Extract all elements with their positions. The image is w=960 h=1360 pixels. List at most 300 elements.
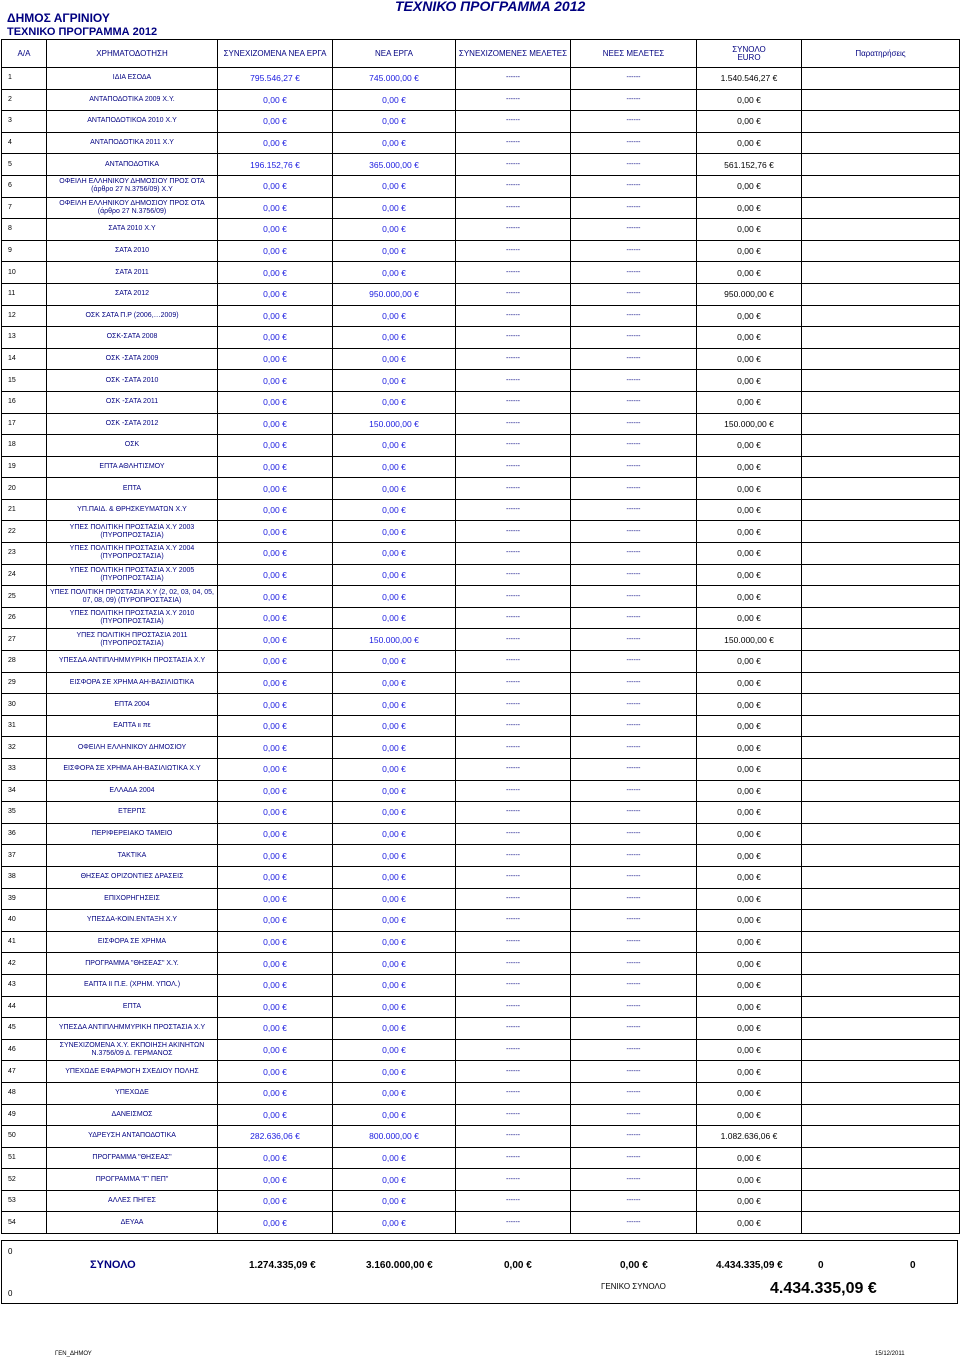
row-funding: ΥΠΕΣ ΠΟΛΙΤΙΚΗ ΠΡΟΣΤΑΣΙΑ 2011 (ΠΥΡΟΠΡΟΣΤΑΣΙΑ) xyxy=(47,629,218,651)
row-new-works: 0,00 € xyxy=(333,456,456,478)
row-cont-works: 0,00 € xyxy=(218,996,333,1018)
row-new-works: 0,00 € xyxy=(333,802,456,824)
row-remarks xyxy=(802,629,960,651)
row-new-works: 800.000,00 € xyxy=(333,1126,456,1148)
row-new-studies: ------ xyxy=(571,478,697,500)
row-new-studies: ------ xyxy=(571,1212,697,1234)
row-total: 0,00 € xyxy=(697,175,802,197)
row-total: 0,00 € xyxy=(697,888,802,910)
row-cont-works: 795.546,27 € xyxy=(218,68,333,90)
row-cont-works: 0,00 € xyxy=(218,305,333,327)
row-remarks xyxy=(802,89,960,111)
row-funding: ΑΛΛΕΣ ΠΗΓΕΣ xyxy=(47,1190,218,1212)
row-number: 32 xyxy=(2,737,47,759)
row-total: 0,00 € xyxy=(697,1082,802,1104)
row-number: 17 xyxy=(2,413,47,435)
row-cont-works: 282.636,06 € xyxy=(218,1126,333,1148)
table-row xyxy=(2,845,960,867)
table-row xyxy=(2,413,960,435)
table-row xyxy=(2,262,960,284)
row-new-studies: ------ xyxy=(571,1104,697,1126)
row-total: 0,00 € xyxy=(697,348,802,370)
table-row xyxy=(2,111,960,133)
col-cont-studies: ΣΥΝΕΧΙΖΟΜΕΝΕΣ ΜΕΛΕΤΕΣ xyxy=(456,40,571,68)
row-cont-works: 0,00 € xyxy=(218,219,333,241)
row-cont-works: 0,00 € xyxy=(218,672,333,694)
row-funding: ΥΠ.ΠΑΙΔ. & ΘΡΗΣΚΕΥΜΑΤΩΝ Χ.Υ xyxy=(47,499,218,521)
row-new-works: 0,00 € xyxy=(333,1212,456,1234)
document-title: ΤΕΧΝΙΚΟ ΠΡΟΓΡΑΜΜΑ 2012 xyxy=(395,0,586,14)
row-cont-studies: ------ xyxy=(456,694,571,716)
row-new-studies: ------ xyxy=(571,197,697,219)
table-row xyxy=(2,586,960,608)
row-cont-studies: ------ xyxy=(456,1061,571,1083)
row-funding: ΣΑΤΑ 2012 xyxy=(47,283,218,305)
row-number: 31 xyxy=(2,715,47,737)
col-total-line2: EURO xyxy=(737,52,761,62)
row-total: 0,00 € xyxy=(697,391,802,413)
row-funding: ΣΑΤΑ 2010 Χ.Υ xyxy=(47,219,218,241)
row-new-works: 0,00 € xyxy=(333,391,456,413)
row-cont-studies: ------ xyxy=(456,89,571,111)
row-remarks xyxy=(802,564,960,586)
summary-zero-bottom: 0 xyxy=(8,1289,13,1298)
org-name: ΔΗΜΟΣ ΑΓΡΙΝΙΟΥ xyxy=(7,11,110,25)
row-new-studies: ------ xyxy=(571,694,697,716)
table-row xyxy=(2,1082,960,1104)
row-number: 23 xyxy=(2,543,47,565)
row-cont-studies: ------ xyxy=(456,391,571,413)
row-number: 29 xyxy=(2,672,47,694)
row-new-works: 150.000,00 € xyxy=(333,413,456,435)
row-number: 41 xyxy=(2,931,47,953)
row-funding: ΑΝΤΑΠΟΔΟΤΙΚΟΑ 2010 Χ.Υ xyxy=(47,111,218,133)
table-row xyxy=(2,780,960,802)
row-cont-studies: ------ xyxy=(456,996,571,1018)
row-total: 0,00 € xyxy=(697,478,802,500)
row-remarks xyxy=(802,262,960,284)
row-cont-studies: ------ xyxy=(456,132,571,154)
row-remarks xyxy=(802,68,960,90)
summary-total: 4.434.335,09 € xyxy=(716,1260,783,1271)
row-remarks xyxy=(802,780,960,802)
row-new-studies: ------ xyxy=(571,607,697,629)
row-cont-studies: ------ xyxy=(456,1082,571,1104)
row-remarks xyxy=(802,370,960,392)
row-total: 0,00 € xyxy=(697,1147,802,1169)
row-new-studies: ------ xyxy=(571,1039,697,1061)
row-new-works: 0,00 € xyxy=(333,348,456,370)
row-cont-studies: ------ xyxy=(456,931,571,953)
row-cont-works: 0,00 € xyxy=(218,910,333,932)
table-row xyxy=(2,1061,960,1083)
program-table xyxy=(1,39,960,1234)
col-aa: Α/Α xyxy=(2,40,47,68)
row-new-studies: ------ xyxy=(571,154,697,176)
row-cont-works: 0,00 € xyxy=(218,1212,333,1234)
row-total: 1.082.636,06 € xyxy=(697,1126,802,1148)
table-row xyxy=(2,996,960,1018)
footer-right: 15/12/2011 xyxy=(875,1351,905,1357)
col-total-line1: ΣΥΝΟΛΟ xyxy=(732,44,766,54)
row-total: 1.540.546,27 € xyxy=(697,68,802,90)
row-cont-works: 0,00 € xyxy=(218,953,333,975)
row-cont-studies: ------ xyxy=(456,1104,571,1126)
row-cont-works: 0,00 € xyxy=(218,888,333,910)
row-number: 2 xyxy=(2,89,47,111)
row-new-studies: ------ xyxy=(571,521,697,543)
row-remarks xyxy=(802,283,960,305)
row-number: 50 xyxy=(2,1126,47,1148)
row-total: 0,00 € xyxy=(697,1212,802,1234)
row-remarks xyxy=(802,715,960,737)
row-new-works: 0,00 € xyxy=(333,240,456,262)
row-total: 0,00 € xyxy=(697,780,802,802)
summary-remarks-2: 0 xyxy=(910,1260,916,1271)
row-new-works: 0,00 € xyxy=(333,1061,456,1083)
row-number: 43 xyxy=(2,974,47,996)
row-total: 0,00 € xyxy=(697,866,802,888)
row-cont-studies: ------ xyxy=(456,1169,571,1191)
row-cont-works: 0,00 € xyxy=(218,845,333,867)
row-cont-works: 0,00 € xyxy=(218,866,333,888)
row-new-studies: ------ xyxy=(571,283,697,305)
row-cont-studies: ------ xyxy=(456,1126,571,1148)
row-cont-works: 0,00 € xyxy=(218,780,333,802)
row-cont-studies: ------ xyxy=(456,607,571,629)
row-new-works: 0,00 € xyxy=(333,305,456,327)
row-new-studies: ------ xyxy=(571,651,697,673)
row-total: 0,00 € xyxy=(697,823,802,845)
table-row xyxy=(2,802,960,824)
row-funding: ΥΠΕΧΩΔΕ ΕΦΑΡΜΟΓΗ ΣΧΕΔΙΟΥ ΠΟΛΗΣ xyxy=(47,1061,218,1083)
table-row xyxy=(2,327,960,349)
row-funding: ΙΔΙΑ ΕΣΟΔΑ xyxy=(47,68,218,90)
row-total: 0,00 € xyxy=(697,715,802,737)
row-new-studies: ------ xyxy=(571,305,697,327)
row-number: 13 xyxy=(2,327,47,349)
row-funding: ΠΡΟΓΡΑΜΜΑ "Γ' ΠΕΠ" xyxy=(47,1169,218,1191)
row-funding: ΤΑΚΤΙΚΑ xyxy=(47,845,218,867)
row-remarks xyxy=(802,953,960,975)
summary-new-studies: 0,00 € xyxy=(620,1260,648,1271)
summary-zero-top: 0 xyxy=(8,1247,13,1256)
row-number: 7 xyxy=(2,197,47,219)
summary-remarks-1: 0 xyxy=(818,1260,824,1271)
row-total: 0,00 € xyxy=(697,672,802,694)
table-row xyxy=(2,1212,960,1234)
row-funding: ΥΠΕΣ ΠΟΛΙΤΙΚΗ ΠΡΟΣΤΑΣΙΑ Χ.Υ 2004 (ΠΥΡΟΠΡΟΣΤΑΣΙΑ) xyxy=(47,543,218,565)
row-total: 0,00 € xyxy=(697,111,802,133)
table-row xyxy=(2,370,960,392)
table-row xyxy=(2,89,960,111)
row-cont-studies: ------ xyxy=(456,219,571,241)
program-name: ΤΕΧΝΙΚΟ ΠΡΟΓΡΑΜΜΑ 2012 xyxy=(7,26,158,38)
row-new-works: 0,00 € xyxy=(333,607,456,629)
row-cont-studies: ------ xyxy=(456,370,571,392)
row-total: 0,00 € xyxy=(697,931,802,953)
row-cont-works: 0,00 € xyxy=(218,1039,333,1061)
row-funding: ΕΠΤΑ ΑΘΛΗΤΙΣΜΟΥ xyxy=(47,456,218,478)
row-number: 18 xyxy=(2,435,47,457)
row-remarks xyxy=(802,888,960,910)
table-row xyxy=(2,283,960,305)
row-new-studies: ------ xyxy=(571,111,697,133)
summary-cont-works: 1.274.335,09 € xyxy=(249,1260,316,1271)
row-funding: ΕΠΙΧΟΡΗΓΗΣΕΙΣ xyxy=(47,888,218,910)
table-row xyxy=(2,1039,960,1061)
row-new-studies: ------ xyxy=(571,413,697,435)
row-funding: ΕΠΤΑ xyxy=(47,478,218,500)
table-row xyxy=(2,672,960,694)
row-cont-works: 0,00 € xyxy=(218,370,333,392)
row-number: 30 xyxy=(2,694,47,716)
row-cont-works: 0,00 € xyxy=(218,240,333,262)
row-remarks xyxy=(802,1039,960,1061)
row-new-studies: ------ xyxy=(571,672,697,694)
row-number: 47 xyxy=(2,1061,47,1083)
row-new-works: 0,00 € xyxy=(333,1147,456,1169)
row-remarks xyxy=(802,1082,960,1104)
row-new-works: 365.000,00 € xyxy=(333,154,456,176)
row-cont-works: 0,00 € xyxy=(218,564,333,586)
row-funding: ΘΗΣΕΑΣ ΟΡΙΖΟΝΤΙΕΣ ΔΡΑΣΕΙΣ xyxy=(47,866,218,888)
row-number: 1 xyxy=(2,68,47,90)
table-header-row xyxy=(2,40,960,68)
row-total: 0,00 € xyxy=(697,435,802,457)
row-number: 36 xyxy=(2,823,47,845)
table-row xyxy=(2,1104,960,1126)
row-new-works: 0,00 € xyxy=(333,845,456,867)
row-funding: ΑΝΤΑΠΟΔΟΤΙΚΑ 2011 Χ.Υ xyxy=(47,132,218,154)
row-funding: ΥΠΕΣΔΑ-ΚΟΙΝ.ΕΝΤΑΞΗ Χ.Υ xyxy=(47,910,218,932)
row-total: 0,00 € xyxy=(697,802,802,824)
row-total: 0,00 € xyxy=(697,1061,802,1083)
row-remarks xyxy=(802,240,960,262)
row-remarks xyxy=(802,1147,960,1169)
row-remarks xyxy=(802,305,960,327)
row-number: 45 xyxy=(2,1018,47,1040)
row-cont-studies: ------ xyxy=(456,154,571,176)
row-total: 0,00 € xyxy=(697,564,802,586)
row-new-studies: ------ xyxy=(571,543,697,565)
row-cont-works: 0,00 € xyxy=(218,175,333,197)
row-new-works: 0,00 € xyxy=(333,132,456,154)
row-new-studies: ------ xyxy=(571,996,697,1018)
row-total: 0,00 € xyxy=(697,737,802,759)
row-new-works: 0,00 € xyxy=(333,759,456,781)
row-remarks xyxy=(802,456,960,478)
row-cont-works: 0,00 € xyxy=(218,586,333,608)
row-cont-studies: ------ xyxy=(456,953,571,975)
row-total: 0,00 € xyxy=(697,759,802,781)
col-funding: ΧΡΗΜΑΤΟΔΟΤΗΣΗ xyxy=(47,40,218,68)
row-number: 33 xyxy=(2,759,47,781)
general-total-label: ΓΕΝΙΚΟ ΣΥΝΟΛΟ xyxy=(601,1282,666,1291)
row-new-works: 0,00 € xyxy=(333,1082,456,1104)
row-new-studies: ------ xyxy=(571,175,697,197)
row-number: 28 xyxy=(2,651,47,673)
row-cont-works: 0,00 € xyxy=(218,1018,333,1040)
row-cont-studies: ------ xyxy=(456,197,571,219)
row-cont-studies: ------ xyxy=(456,910,571,932)
row-cont-works: 0,00 € xyxy=(218,391,333,413)
row-cont-works: 0,00 € xyxy=(218,1169,333,1191)
row-funding: ΣΑΤΑ 2010 xyxy=(47,240,218,262)
row-funding: ΑΝΤΑΠΟΔΟΤΙΚΑ 2009 Χ.Υ. xyxy=(47,89,218,111)
summary-new-works: 3.160.000,00 € xyxy=(366,1260,433,1271)
row-remarks xyxy=(802,219,960,241)
row-number: 40 xyxy=(2,910,47,932)
row-cont-studies: ------ xyxy=(456,780,571,802)
table-row xyxy=(2,629,960,651)
row-total: 0,00 € xyxy=(697,1039,802,1061)
row-funding: ΟΣΚ-ΣΑΤΑ 2008 xyxy=(47,327,218,349)
row-new-studies: ------ xyxy=(571,910,697,932)
row-remarks xyxy=(802,543,960,565)
row-new-works: 0,00 € xyxy=(333,866,456,888)
table-row xyxy=(2,1169,960,1191)
row-funding: ΥΠΕΣΔΑ ΑΝΤΙΠΛΗΜΜΥΡΙΚΗ ΠΡΟΣΤΑΣΙΑ Χ.Υ xyxy=(47,651,218,673)
table-row xyxy=(2,974,960,996)
row-total: 0,00 € xyxy=(697,370,802,392)
row-number: 4 xyxy=(2,132,47,154)
row-number: 26 xyxy=(2,607,47,629)
row-new-works: 0,00 € xyxy=(333,910,456,932)
row-cont-works: 0,00 € xyxy=(218,413,333,435)
row-new-works: 0,00 € xyxy=(333,780,456,802)
row-number: 35 xyxy=(2,802,47,824)
row-remarks xyxy=(802,132,960,154)
row-total: 0,00 € xyxy=(697,1190,802,1212)
row-number: 38 xyxy=(2,866,47,888)
row-cont-studies: ------ xyxy=(456,715,571,737)
row-new-works: 745.000,00 € xyxy=(333,68,456,90)
row-remarks xyxy=(802,823,960,845)
row-cont-works: 0,00 € xyxy=(218,607,333,629)
row-total: 0,00 € xyxy=(697,89,802,111)
row-total: 0,00 € xyxy=(697,651,802,673)
row-number: 24 xyxy=(2,564,47,586)
row-new-studies: ------ xyxy=(571,89,697,111)
table-row xyxy=(2,1126,960,1148)
row-cont-studies: ------ xyxy=(456,348,571,370)
row-number: 5 xyxy=(2,154,47,176)
row-cont-studies: ------ xyxy=(456,866,571,888)
table-row xyxy=(2,175,960,197)
row-total: 150.000,00 € xyxy=(697,413,802,435)
row-new-studies: ------ xyxy=(571,737,697,759)
row-remarks xyxy=(802,607,960,629)
row-number: 6 xyxy=(2,175,47,197)
row-total: 950.000,00 € xyxy=(697,283,802,305)
col-new-works: ΝΕΑ ΕΡΓΑ xyxy=(333,40,456,68)
row-cont-studies: ------ xyxy=(456,413,571,435)
table-row xyxy=(2,543,960,565)
row-new-studies: ------ xyxy=(571,68,697,90)
row-cont-studies: ------ xyxy=(456,175,571,197)
row-cont-studies: ------ xyxy=(456,1212,571,1234)
row-cont-studies: ------ xyxy=(456,1190,571,1212)
row-total: 0,00 € xyxy=(697,845,802,867)
row-funding: ΕΑΠΤΑ ιι πε xyxy=(47,715,218,737)
table-row xyxy=(2,154,960,176)
row-funding: ΔΕΥΑΑ xyxy=(47,1212,218,1234)
row-cont-works: 0,00 € xyxy=(218,694,333,716)
row-new-studies: ------ xyxy=(571,802,697,824)
row-remarks xyxy=(802,974,960,996)
row-new-works: 0,00 € xyxy=(333,974,456,996)
row-cont-studies: ------ xyxy=(456,283,571,305)
row-cont-works: 0,00 € xyxy=(218,931,333,953)
row-remarks xyxy=(802,111,960,133)
row-new-studies: ------ xyxy=(571,456,697,478)
row-new-works: 0,00 € xyxy=(333,499,456,521)
table-row xyxy=(2,888,960,910)
table-row xyxy=(2,1190,960,1212)
row-new-works: 0,00 € xyxy=(333,931,456,953)
row-funding: ΟΣΚ xyxy=(47,435,218,457)
row-funding: ΑΝΤΑΠΟΔΟΤΙΚΑ xyxy=(47,154,218,176)
row-cont-works: 0,00 € xyxy=(218,111,333,133)
row-cont-works: 0,00 € xyxy=(218,478,333,500)
row-cont-works: 0,00 € xyxy=(218,197,333,219)
col-remarks: Παρατηρήσεις xyxy=(802,40,960,68)
row-cont-works: 0,00 € xyxy=(218,132,333,154)
row-new-studies: ------ xyxy=(571,391,697,413)
row-new-works: 0,00 € xyxy=(333,89,456,111)
row-cont-studies: ------ xyxy=(456,521,571,543)
row-cont-studies: ------ xyxy=(456,499,571,521)
row-remarks xyxy=(802,694,960,716)
row-funding: ΥΠΕΧΩΔΕ xyxy=(47,1082,218,1104)
row-new-studies: ------ xyxy=(571,974,697,996)
row-number: 34 xyxy=(2,780,47,802)
row-new-studies: ------ xyxy=(571,564,697,586)
row-new-works: 0,00 € xyxy=(333,823,456,845)
row-funding: ΠΡΟΓΡΑΜΜΑ "ΘΗΣΕΑΣ" xyxy=(47,1147,218,1169)
row-new-studies: ------ xyxy=(571,759,697,781)
row-new-studies: ------ xyxy=(571,1147,697,1169)
row-funding: ΕΙΣΦΟΡΑ ΣΕ ΧΡΗΜΑ ΑΗ-ΒΑΣΙΛΙΩΤΙΚΑ Χ.Υ xyxy=(47,759,218,781)
row-total: 0,00 € xyxy=(697,197,802,219)
row-remarks xyxy=(802,1061,960,1083)
row-new-works: 0,00 € xyxy=(333,996,456,1018)
row-number: 16 xyxy=(2,391,47,413)
table-row xyxy=(2,910,960,932)
row-funding: ΠΡΟΓΡΑΜΜΑ "ΘΗΣΕΑΣ" Χ.Υ. xyxy=(47,953,218,975)
table-row xyxy=(2,651,960,673)
table-row xyxy=(2,305,960,327)
row-cont-works: 0,00 € xyxy=(218,651,333,673)
row-new-works: 0,00 € xyxy=(333,219,456,241)
row-new-works: 0,00 € xyxy=(333,111,456,133)
row-cont-studies: ------ xyxy=(456,435,571,457)
row-cont-studies: ------ xyxy=(456,629,571,651)
row-new-studies: ------ xyxy=(571,262,697,284)
row-funding: ΕΠΤΑ xyxy=(47,996,218,1018)
row-cont-studies: ------ xyxy=(456,586,571,608)
general-total-value: 4.434.335,09 € xyxy=(770,1280,877,1297)
row-cont-studies: ------ xyxy=(456,737,571,759)
row-funding: ΣΑΤΑ 2011 xyxy=(47,262,218,284)
table-row xyxy=(2,1018,960,1040)
table-row xyxy=(2,68,960,90)
row-cont-works: 0,00 € xyxy=(218,759,333,781)
table-row xyxy=(2,564,960,586)
row-number: 37 xyxy=(2,845,47,867)
row-cont-works: 0,00 € xyxy=(218,974,333,996)
